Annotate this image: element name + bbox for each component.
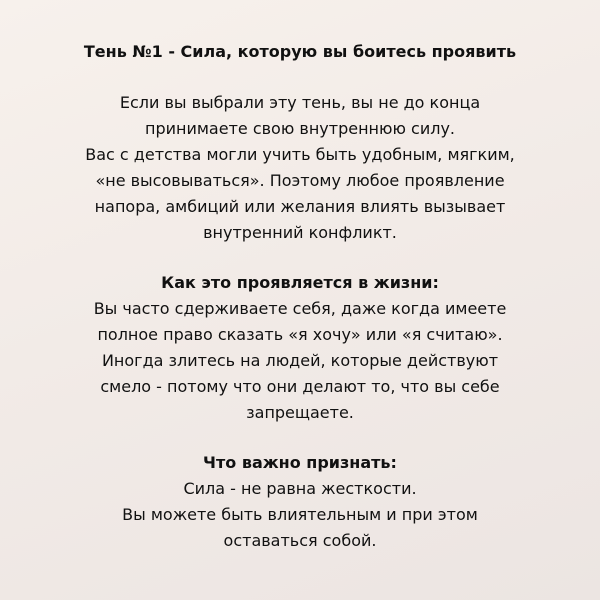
manifestation-heading: Как это проявляется в жизни: (161, 273, 439, 292)
intro-line: внутренний конфликт. (203, 223, 397, 242)
intro-line: напора, амбиций или желания влиять вызывает (94, 197, 506, 216)
intro-line: Вас с детства могли учить быть удобным, мягким, (85, 145, 515, 164)
recognize-line: Вы можете быть влиятельным и при этом (122, 505, 478, 524)
manifestation-line: смело - потому что они делают то, что вы себе (100, 377, 500, 396)
intro-line: Если вы выбрали эту тень, вы не до конца (119, 93, 481, 112)
manifestation-line: Иногда злитесь на людей, которые действуют (101, 351, 499, 370)
page-title: Тень №1 - Сила, которую вы боитесь проявить (83, 42, 517, 61)
manifestation-line: полное право сказать «я хочу» или «я считаю». (97, 325, 503, 344)
manifestation-line: запрещаете. (246, 403, 354, 422)
intro-line: «не высовываться». Поэтому любое проявление (95, 171, 505, 190)
intro-paragraph (30, 90, 570, 246)
recognize-heading: Что важно признать: (203, 453, 397, 472)
recognize-section (30, 450, 570, 554)
recognize-line: Сила - не равна жесткости. (183, 479, 417, 498)
manifestation-line: Вы часто сдерживаете себя, даже когда имеете (93, 299, 507, 318)
intro-line: принимаете свою внутреннюю силу. (144, 119, 455, 138)
recognize-line: оставаться собой. (223, 531, 377, 550)
manifestation-section (30, 270, 570, 426)
